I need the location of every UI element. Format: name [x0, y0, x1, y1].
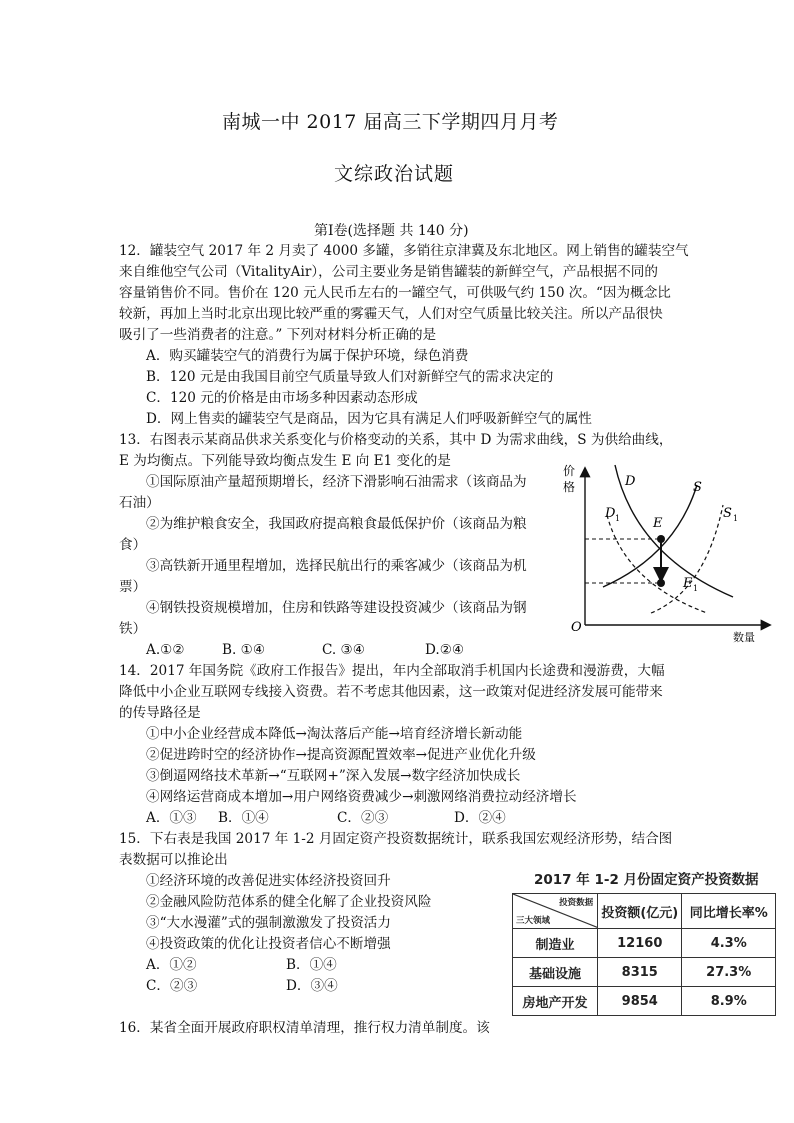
y-axis-label-2: 格 — [563, 480, 576, 494]
corner-top-label: 投资数据 — [559, 898, 594, 908]
q13-item-2: ②为维护粮食安全，我国政府提高粮食最低保护价（该商品为粮 — [146, 516, 527, 532]
row-amount: 9854 — [598, 987, 682, 1016]
q14-option-b: B．①④ — [218, 810, 269, 826]
investment-table — [512, 893, 776, 1016]
q13-line-2: E 为均衡点。下列能导致均衡点发生 E 向 E1 变化的是 — [119, 453, 451, 469]
q13-option-c: C. ③④ — [322, 642, 365, 658]
row-growth: 4.3% — [682, 929, 776, 958]
q13-item-1-cont: 石油） — [119, 495, 160, 511]
origin-label: O — [571, 620, 582, 635]
label-d1-sub: 1 — [615, 514, 621, 523]
table-row — [513, 958, 776, 987]
q14-item-2: ②促进跨时空的经济协作→提高资源配置效率→促进产业优化升级 — [146, 747, 536, 763]
q12-option-a: A．购买罐装空气的消费行为属于保护环境，绿色消费 — [146, 348, 469, 364]
q15-item-4: ④投资政策的优化让投资者信心不断增强 — [146, 936, 391, 952]
q14-item-3: ③倒逼网络技术革新→“互联网+”深入发展→数字经济加快成长 — [146, 768, 521, 784]
q13-item-3: ③高铁新开通里程增加，选择民航出行的乘客减少（该商品为机 — [146, 558, 527, 574]
q12-option-c: C．120 元的价格是由市场多种因素动态形成 — [146, 390, 418, 406]
point-e — [657, 535, 665, 543]
col-header-amount: 投资额(亿元) — [598, 894, 682, 929]
q15-item-3: ③“大水漫灌”式的强制激激发了投资活力 — [146, 915, 391, 931]
table-corner-cell — [513, 894, 598, 929]
supply-curve-s — [603, 485, 697, 587]
q14-option-d: D．②④ — [454, 810, 506, 826]
q13-option-d: D.②④ — [425, 642, 465, 658]
col-header-growth: 同比增长率% — [682, 894, 776, 929]
q14-option-a: A．①③ — [146, 810, 197, 826]
table-row — [513, 987, 776, 1016]
q15-item-1: ①经济环境的改善促进实体经济投资回升 — [146, 873, 391, 889]
q13-item-1: ①国际原油产量超预期增长，经济下滑影响石油需求（该商品为 — [146, 474, 527, 490]
q15-option-c: C．②③ — [146, 978, 198, 994]
label-e: E — [653, 516, 663, 531]
row-amount: 12160 — [598, 929, 682, 958]
section-heading: 第Ⅰ卷(选择题 共 140 分) — [314, 223, 469, 239]
q12-line-2: 来自维他空气公司（VitalityAir），公司主要业务是销售罐装的新鲜空气，产品根据不同的 — [119, 264, 658, 280]
exam-subtitle: 文综政治试题 — [334, 163, 455, 185]
q14-line-3: 的传导路径是 — [119, 705, 201, 721]
q12-option-d: D．网上售卖的罐装空气是商品，因为它具有满足人们呼吸新鲜空气的属性 — [146, 411, 592, 427]
label-d: D — [625, 474, 636, 489]
label-e1-sub: 1 — [693, 584, 699, 593]
supply-demand-diagram — [555, 455, 785, 645]
label-d1: D — [605, 506, 616, 521]
label-s: S — [693, 480, 702, 495]
row-label: 基础设施 — [513, 958, 598, 987]
y-axis-label-1: 价 — [563, 464, 576, 478]
q13-item-3-cont: 票） — [119, 579, 147, 595]
row-label: 制造业 — [513, 929, 598, 958]
q15-option-d: D．③④ — [286, 978, 338, 994]
q13-option-a: A.①② — [146, 642, 185, 658]
row-growth: 27.3% — [682, 958, 776, 987]
q14-item-1: ①中小企业经营成本降低→淘汰落后产能→培育经济增长新动能 — [146, 726, 523, 742]
exam-title: 南城一中 2017 届高三下学期四月月考 — [222, 111, 559, 133]
q12-line-3: 容量销售价不同。售价在 120 元人民币左右的一罐空气，可供吸气约 150 次。“因为概念比 — [119, 285, 671, 301]
q14-item-4: ④网络运营商成本增加→用户网络资费减少→刺激网络消费拉动经济增长 — [146, 789, 577, 805]
row-amount: 8315 — [598, 958, 682, 987]
label-s1: S — [723, 506, 732, 521]
q13-item-4: ④钢铁投资规模增加，住房和铁路等建设投资减少（该商品为钢 — [146, 600, 527, 616]
q14-line-2: 降低中小企业互联网专线接入资费。若不考虑其他因素，这一政策对促进经济发展可能带来 — [119, 684, 663, 700]
q15-option-a: A．①② — [146, 957, 197, 973]
x-axis-label: 数量 — [733, 631, 755, 644]
q14-line-1: 14．2017 年国务院《政府工作报告》提出，年内全部取消手机国内长途费和漫游费，大幅 — [119, 663, 665, 679]
q15-line-2: 表数据可以推论出 — [119, 852, 228, 868]
q16-line-1: 16．某省全面开展政府职权清单清理，推行权力清单制度。该 — [119, 1020, 490, 1036]
row-growth: 8.9% — [682, 987, 776, 1016]
point-e1 — [657, 579, 665, 587]
q13-item-4-cont: 铁） — [119, 621, 147, 637]
q13-item-2-cont: 食） — [119, 537, 147, 553]
q13-line-1: 13．右图表示某商品供求关系变化与价格变动的关系，其中 D 为需求曲线，S 为供给曲线， — [119, 432, 673, 448]
q14-option-c: C．②③ — [337, 810, 389, 826]
label-e1: E — [683, 576, 693, 591]
q12-line-1: 12．罐装空气 2017 年 2 月卖了 4000 多罐，多销往京津冀及东北地区。网上销售的罐装空气 — [119, 243, 689, 259]
q12-option-b: B．120 元是由我国目前空气质量导致人们对新鲜空气的需求决定的 — [146, 369, 554, 385]
q12-line-4: 较新，再加上当时北京出现比较严重的雾霾天气，人们对空气质量比较关注。所以产品很快 — [119, 306, 663, 322]
table-row — [513, 929, 776, 958]
row-label: 房地产开发 — [513, 987, 598, 1016]
q15-option-b: B．①④ — [286, 957, 337, 973]
table-header-row — [513, 894, 776, 929]
corner-bottom-label: 三大领域 — [516, 916, 551, 926]
investment-table-title: 2017 年 1-2 月份固定资产投资数据 — [534, 872, 759, 888]
q12-line-5: 吸引了一些消费者的注意。” 下列对材料分析正确的是 — [119, 327, 437, 343]
q15-item-2: ②金融风险防范体系的健全化解了企业投资风险 — [146, 894, 432, 910]
q15-line-1: 15．下右表是我国 2017 年 1-2 月固定资产投资数据统计，联系我国宏观经济形势，结合图 — [119, 831, 673, 847]
q13-option-b: B. ①④ — [222, 642, 266, 658]
label-s1-sub: 1 — [733, 514, 739, 523]
